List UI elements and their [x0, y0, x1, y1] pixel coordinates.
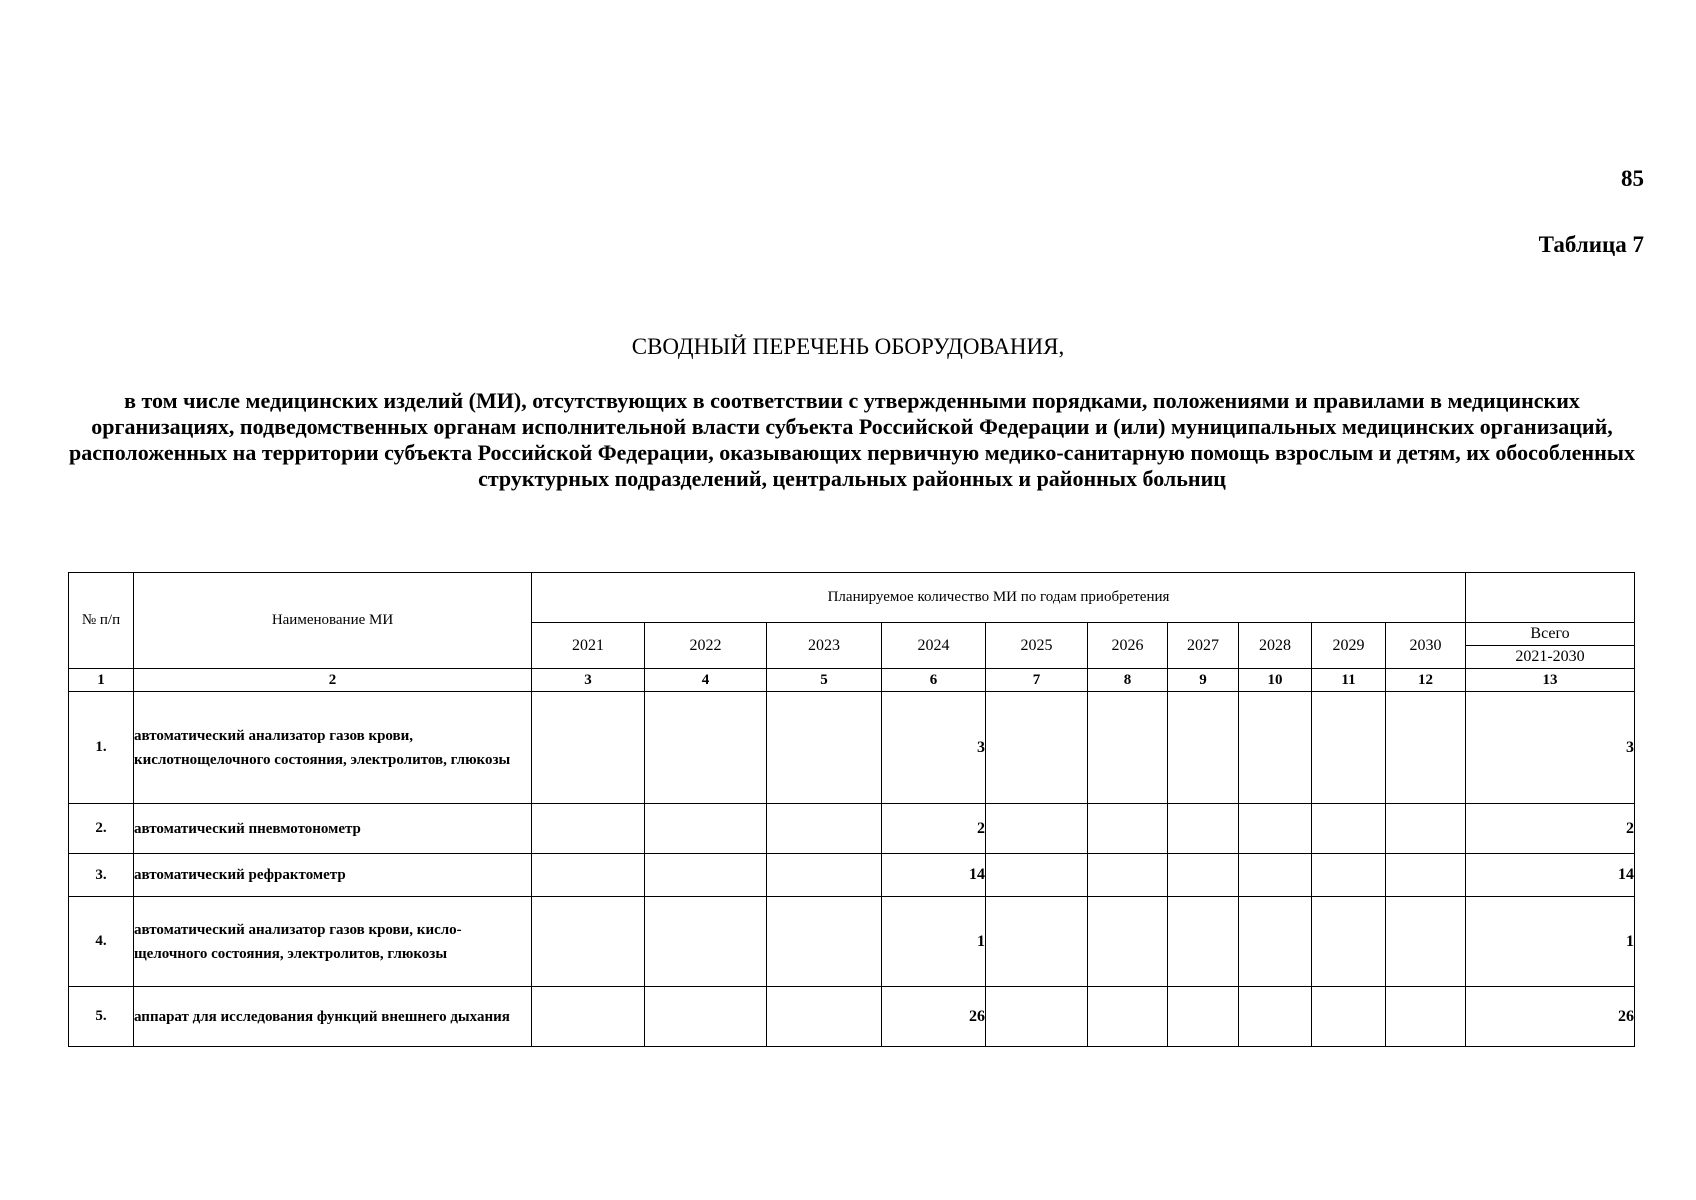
year-2024: 2024 [882, 623, 986, 669]
cell-2024: 2 [882, 804, 986, 854]
header-total-blank [1466, 573, 1635, 623]
cell-2021 [532, 804, 645, 854]
cell-2022 [645, 987, 767, 1047]
cell-2023 [767, 897, 882, 987]
cell-2021 [532, 897, 645, 987]
cell-2023 [767, 854, 882, 897]
cell-total: 26 [1466, 987, 1635, 1047]
year-2027: 2027 [1168, 623, 1239, 669]
header-row [69, 573, 1635, 623]
cell-2030 [1386, 897, 1466, 987]
cell-2029 [1312, 854, 1386, 897]
header-name: Наименование МИ [134, 573, 532, 669]
header-number: № п/п [69, 573, 134, 669]
cell-2028 [1239, 987, 1312, 1047]
total-range: 2021-2030 [1515, 648, 1585, 665]
cell-2029 [1312, 804, 1386, 854]
column-number: 4 [645, 669, 767, 692]
cell-2029 [1312, 692, 1386, 804]
table-row [69, 854, 1635, 897]
row-number: 2. [69, 804, 134, 854]
header-planned: Планируемое количество МИ по годам приобретения [532, 573, 1466, 623]
header-total [1466, 623, 1635, 669]
cell-2028 [1239, 804, 1312, 854]
cell-2029 [1312, 987, 1386, 1047]
cell-2024: 26 [882, 987, 986, 1047]
cell-2024: 1 [882, 897, 986, 987]
item-name: автоматический анализатор газов крови, кисло-щелочного состояния, электролитов, глюкозы [134, 897, 532, 987]
year-2029: 2029 [1312, 623, 1386, 669]
column-number: 8 [1088, 669, 1168, 692]
cell-2022 [645, 804, 767, 854]
cell-2030 [1386, 987, 1466, 1047]
cell-2023 [767, 804, 882, 854]
column-number: 7 [986, 669, 1088, 692]
cell-total: 3 [1466, 692, 1635, 804]
cell-2029 [1312, 897, 1386, 987]
cell-2023 [767, 987, 882, 1047]
cell-2022 [645, 897, 767, 987]
column-number: 6 [882, 669, 986, 692]
table-row [69, 987, 1635, 1047]
cell-2022 [645, 854, 767, 897]
item-name: автоматический анализатор газов крови, кислотнощелочного состояния, электролитов, глюкозы [134, 692, 532, 804]
cell-2024: 3 [882, 692, 986, 804]
cell-2021 [532, 692, 645, 804]
cell-total: 2 [1466, 804, 1635, 854]
item-name: автоматический рефрактометр [134, 854, 532, 897]
table-row [69, 804, 1635, 854]
item-name: аппарат для исследования функций внешнего дыхания [134, 987, 532, 1047]
cell-2030 [1386, 804, 1466, 854]
year-2022: 2022 [645, 623, 767, 669]
cell-2026 [1088, 804, 1168, 854]
year-2025: 2025 [986, 623, 1088, 669]
document-subtitle: в том числе медицинских изделий (МИ), отсутствующих в соответствии с утвержденными порядками, положениями и правилами в медицинских организациях, подведомственных органам исполнительной власти субъекта Российской Федерации и (или) муниципальных медицинских организаций, расположенных на территории субъекта Российской Федерации, оказывающих первичную медико-санитарную помощь взрослым и детям, их обособленных структурных подразделений, центральных районных и районных больниц [69, 388, 1635, 491]
cell-2028 [1239, 692, 1312, 804]
page-number: 85 [1621, 166, 1644, 191]
cell-total: 14 [1466, 854, 1635, 897]
cell-2024: 14 [882, 854, 986, 897]
year-2028: 2028 [1239, 623, 1312, 669]
cell-2030 [1386, 854, 1466, 897]
cell-2027 [1168, 854, 1239, 897]
column-number: 3 [532, 669, 645, 692]
cell-2028 [1239, 854, 1312, 897]
column-number: 2 [134, 669, 532, 692]
column-number: 1 [69, 669, 134, 692]
cell-2025 [986, 897, 1088, 987]
cell-2021 [532, 854, 645, 897]
year-2026: 2026 [1088, 623, 1168, 669]
cell-2025 [986, 987, 1088, 1047]
table-row [69, 692, 1635, 804]
row-number: 1. [69, 692, 134, 804]
cell-2026 [1088, 987, 1168, 1047]
column-number: 5 [767, 669, 882, 692]
row-number: 3. [69, 854, 134, 897]
cell-2027 [1168, 987, 1239, 1047]
column-number: 13 [1466, 669, 1635, 692]
cell-2021 [532, 987, 645, 1047]
cell-2030 [1386, 692, 1466, 804]
cell-2027 [1168, 897, 1239, 987]
cell-2027 [1168, 804, 1239, 854]
column-number: 11 [1312, 669, 1386, 692]
cell-2027 [1168, 692, 1239, 804]
table-row [69, 897, 1635, 987]
equipment-table [68, 572, 1635, 1047]
cell-2028 [1239, 897, 1312, 987]
row-number: 5. [69, 987, 134, 1047]
row-number: 4. [69, 897, 134, 987]
cell-2026 [1088, 692, 1168, 804]
table-label: Таблица 7 [1538, 232, 1644, 257]
cell-2026 [1088, 854, 1168, 897]
column-number-row [69, 669, 1635, 692]
year-2030: 2030 [1386, 623, 1466, 669]
total-label: Всего [1466, 623, 1634, 646]
cell-2025 [986, 854, 1088, 897]
cell-2025 [986, 804, 1088, 854]
column-number: 9 [1168, 669, 1239, 692]
cell-2022 [645, 692, 767, 804]
column-number: 12 [1386, 669, 1466, 692]
year-2023: 2023 [767, 623, 882, 669]
cell-2025 [986, 692, 1088, 804]
cell-2023 [767, 692, 882, 804]
cell-2026 [1088, 897, 1168, 987]
document-title: СВОДНЫЙ ПЕРЕЧЕНЬ ОБОРУДОВАНИЯ, [631, 334, 1065, 359]
column-number: 10 [1239, 669, 1312, 692]
year-2021: 2021 [532, 623, 645, 669]
item-name: автоматический пневмотонометр [134, 804, 532, 854]
cell-total: 1 [1466, 897, 1635, 987]
